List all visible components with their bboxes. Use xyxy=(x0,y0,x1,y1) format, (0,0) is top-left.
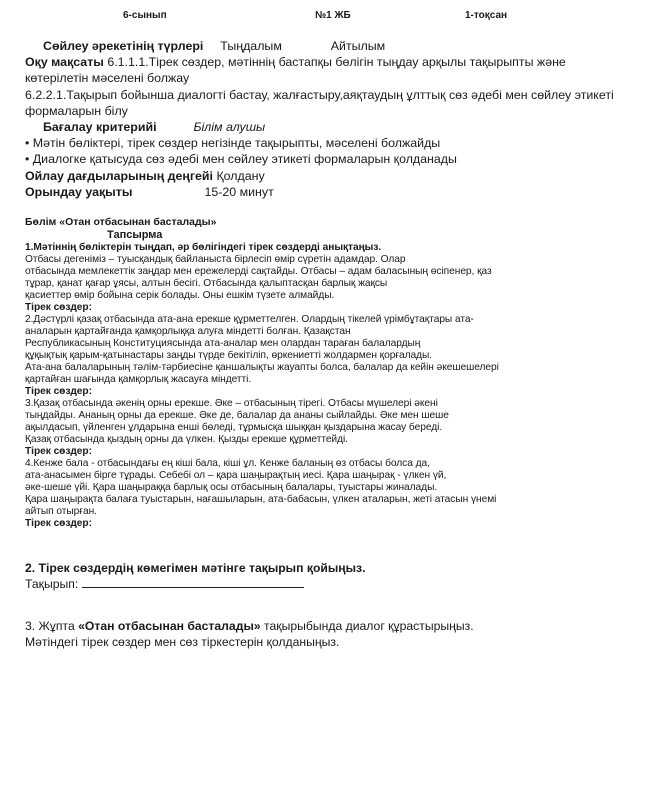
time-label: Орындау уақыты xyxy=(25,184,133,199)
assessment-criteria xyxy=(25,119,630,135)
part-2-line: құқықтық қарым-қатынастары заңды түрде бекітіліп, өркениетті жолдармен қорғалады. xyxy=(25,350,433,362)
worksheet-header xyxy=(25,10,630,21)
task-1-block xyxy=(25,242,630,530)
support-words-label: Тірек сөздер: xyxy=(25,386,92,398)
activity-speaking: Айтылым xyxy=(330,39,386,53)
activities-label: Сөйлеу әрекетінің түрлері xyxy=(43,39,204,53)
part-3-line: 3.Қазақ отбасында әкенің орны ерекше. Әке – отбасының тірегі. Отбасы мүшелері әкені xyxy=(25,398,438,410)
task-3-suffix: тақырыбында диалог құрастырыңыз. xyxy=(260,619,474,634)
part-2-line: 2.Дәстүрлі қазақ отбасында ата-ана ерекше құрметтелген. Олардың тікелей үрімбұтақтары ата- xyxy=(25,314,474,326)
title-label: Тақырып: xyxy=(25,577,79,592)
thinking-level xyxy=(25,168,630,184)
support-words-label: Тірек сөздер: xyxy=(25,446,92,458)
part-2-line: Республикасының Конституциясында ата-аналар мен олардан тараған балалардың xyxy=(25,338,421,350)
goal-1-text: 6.1.1.1.Тірек сөздер, мәтіннің бастапқы бөлігін тыңдау арқылы тақырыпты және көтерілетін мәселені болжау xyxy=(25,55,566,86)
task-1-instruction: 1.Мәтіннің бөліктерін тыңдап, әр бөлігіндегі тірек сөздерді анықтаңыз. xyxy=(25,242,382,254)
execution-time xyxy=(25,184,630,200)
support-words-label: Тірек сөздер: xyxy=(25,302,92,314)
grade-label: 6-сынып xyxy=(123,10,167,21)
task-3-instruction xyxy=(25,618,630,634)
work-number: №1 ЖБ xyxy=(315,10,351,21)
part-1-line: Отбасы дегеніміз – туысқандық байланыста бірлесіп өмір сүретін адамдар. Олар xyxy=(25,254,406,266)
part-2-line: аналарын қартайғанда қамқорлыққа алуға міндетті болған. Қазақстан xyxy=(25,326,351,338)
criteria-label: Бағалау критерийі xyxy=(43,120,157,135)
task-heading: Тапсырма xyxy=(107,229,163,242)
task-3-topic: «Отан отбасынан басталады» xyxy=(78,619,261,634)
part-3-line: Қазақ отбасында қыздың орны да үлкен. Қызды ерекше құрметтейді. xyxy=(25,434,348,446)
task-2-block xyxy=(25,560,630,592)
part-4-line: Қара шаңырақта балаға туыстарын, нағашыларын, ата-бабасын, үлкен аталарын, жеті атасын үнемі xyxy=(25,494,497,506)
part-2-line: Ата-ана балаларының тәлім-тәрбиесіне қаншалықты жауапты болса, балалар да кейін әкешешелері xyxy=(25,362,499,374)
part-2-line: қартайған шағында қамқорлық жасауға міндетті. xyxy=(25,374,252,386)
lesson-meta xyxy=(25,38,630,200)
learning-goal-2: 6.2.2.1.Тақырып бойынша диалогті бастау, жалғастыру,аяқтаудың ұлттық сөз әдебі мен сөйлеу этикеті формаларын білу xyxy=(25,87,614,118)
part-4-line: ата-анасымен бірге тұрады. Себебі ол – қара шаңырақтың иесі. Қара шаңырақ - үлкен үй, xyxy=(25,470,447,482)
part-3-line: ақылдасып, үйленген ұлдарына енші бөледі, тұрмысқа шыққан қыздарына жасау береді. xyxy=(25,422,443,434)
criterion-2: • Диалогке қатысуда сөз әдебі мен сөйлеу этикеті формаларын қолданады xyxy=(25,152,457,167)
part-1-line: отбасында мемлекеттік заңдар мен ережелерді сақтайды. Отбасы – адам баласының өсіпенер, қаз xyxy=(25,266,492,278)
task-2-instruction: 2. Тірек сөздердің көмегімен мәтінге тақырып қойыңыз. xyxy=(25,561,366,576)
title-answer-line[interactable] xyxy=(82,576,304,588)
task-3-prefix: 3. Жұпта xyxy=(25,619,79,634)
activity-types xyxy=(25,38,630,54)
section-title: Бөлім «Отан отбасынан басталады» xyxy=(25,216,217,229)
task-3-line-2: Мәтіндегі тірек сөздер мен сөз тіркестерін қолданыңыз. xyxy=(25,635,340,650)
goal-label: Оқу мақсаты xyxy=(25,55,104,70)
time-value: 15-20 минут xyxy=(204,184,274,199)
thinking-value: Қолдану xyxy=(216,168,265,183)
part-1-line: тұрар, қанат қағар ұясы, алтын бесігі. Отбасында қалыптасқан барлық жақсы xyxy=(25,278,388,290)
part-1-line: қасиеттер өмір бойына серік болады. Оны ешкім түзете алмайды. xyxy=(25,290,335,302)
part-4-line: айтып отырған. xyxy=(25,506,97,518)
title-answer-row xyxy=(25,576,630,592)
thinking-label: Ойлау дағдыларының деңгейі xyxy=(25,168,213,183)
support-words-label: Тірек сөздер: xyxy=(25,518,92,530)
activity-listening: Тыңдалым xyxy=(220,39,282,53)
criterion-1: • Мәтін бөліктері, тірек сөздер негізінде тақырыпты, мәселені болжайды xyxy=(25,136,441,151)
part-4-line: әке-шеше үйі. Қара шаңыраққа барлық осы отбасының балалары, туыстары жиналады. xyxy=(25,482,438,494)
task-3-block xyxy=(25,618,630,650)
quarter-label: 1-тоқсан xyxy=(465,10,508,21)
part-3-line: тыңдайды. Ананың орны да ерекше. Әке де, балалар да ананы сыйлайды. Әке мен шеше xyxy=(25,410,449,422)
criteria-who: Білім алушы xyxy=(193,120,266,135)
learning-goal-1 xyxy=(25,54,630,86)
part-4-line: 4.Кенже бала - отбасындағы ең кіші бала, кіші ұл. Кенже баланың өз отбасы болса да, xyxy=(25,458,430,470)
